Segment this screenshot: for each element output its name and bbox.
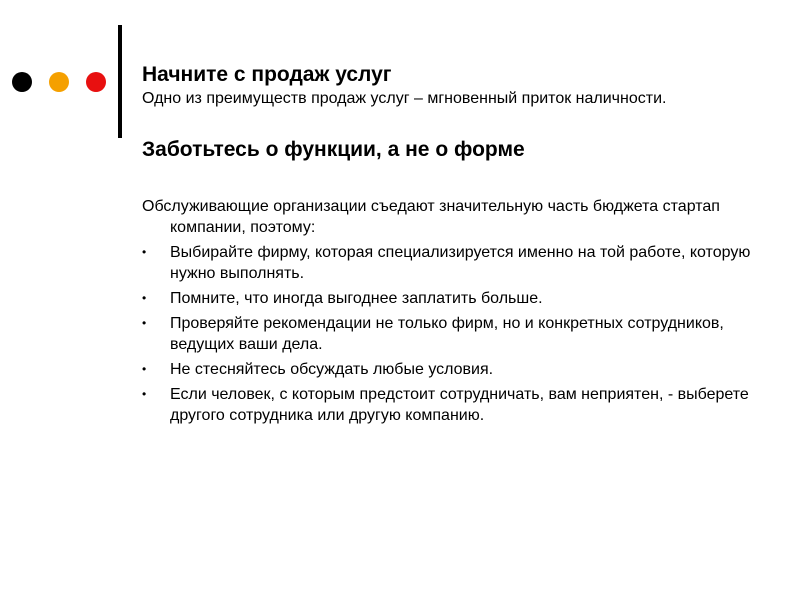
- list-item-text: Не стесняйтесь обсуждать любые условия.: [170, 361, 494, 378]
- bullet-marker: •: [142, 362, 147, 376]
- list-item: [142, 313, 762, 355]
- list-item: [142, 242, 762, 284]
- bullet-list: [142, 242, 762, 426]
- list-item: [142, 384, 762, 426]
- list-item-text: Выбирайте фирму, которая специализируется именно на той работе, которую нужно выполнять.: [170, 244, 751, 282]
- bullet-marker: •: [142, 245, 147, 259]
- decorative-dots: [12, 72, 106, 92]
- bullet-marker: •: [142, 387, 147, 401]
- list-item: [142, 359, 762, 380]
- orange-dot: [49, 72, 69, 92]
- paragraph-service-organizations: Обслуживающие организации съедают значительную часть бюджета стартап компании, поэтому:: [142, 198, 720, 236]
- bullet-marker: •: [142, 316, 147, 330]
- red-dot: [86, 72, 106, 92]
- list-item: [142, 288, 762, 309]
- list-item-text: Помните, что иногда выгоднее заплатить больше.: [170, 290, 543, 307]
- bullet-marker: •: [142, 291, 147, 305]
- paragraph-cash-inflow: Одно из преимуществ продаж услуг – мгновенный приток наличности.: [142, 90, 667, 107]
- vertical-divider: [118, 25, 122, 138]
- list-item-text: Проверяйте рекомендации не только фирм, но и конкретных сотрудников, ведущих ваши дела.: [170, 315, 724, 353]
- black-dot: [12, 72, 32, 92]
- heading-function-over-form: Заботьтесь о функции, а не о форме: [142, 138, 525, 161]
- list-item-text: Если человек, с которым предстоит сотрудничать, вам неприятен, - выберете другого сотрудника или другую компанию.: [170, 386, 749, 424]
- heading-start-with-services: Начните с продаж услуг: [142, 63, 392, 86]
- slide-content: [142, 62, 762, 430]
